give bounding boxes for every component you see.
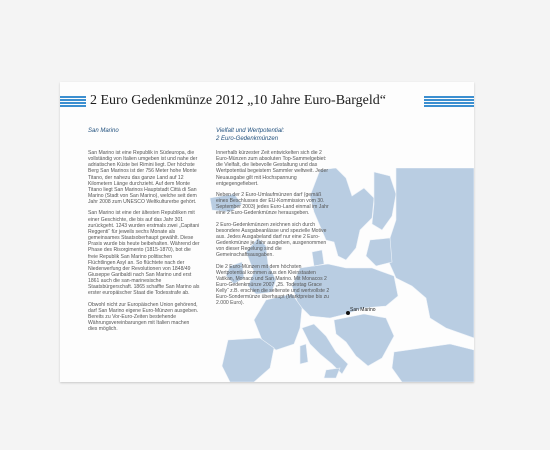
decor-stripe-left <box>60 96 86 107</box>
paragraph: Neben der 2 Euro-Umlaufmünzen darf (gemäß eines Beschlusses der EU-Kommission vom 30. September 2003) jedes Euro-Land einmal im Jahr eine 2 Euro-Gedenkmünze herausgeben. <box>216 191 329 217</box>
page-title: 2 Euro Gedenkmünze 2012 „10 Jahre Euro-Bargeld“ <box>90 93 386 108</box>
right-heading-line1: Vielfalt und Wertpotential: <box>216 128 285 134</box>
left-section-heading: San Marino <box>88 128 119 134</box>
paragraph: Die 2 Euro-Münzen mit dem höchsten Wertpotential kommen aus den Kleinstaaten Vatikan, Monaco und San Marino. Mit Monacos 2 Euro-Gedenkmünze 2007 „25. Todestag Grace Kelly“ z.B. erschien die seltenste und wertvollste 2 Euro-Sondermünze überhaupt (Marktpreise bis zu 2.000 Euro). <box>216 263 330 307</box>
info-card <box>60 82 474 382</box>
left-text-column <box>88 150 200 337</box>
paragraph: San Marino ist eine der ältesten Republiken mit einer Geschichte, die bis auf das Jahr 301 zurückgeht. 1243 wurden erstmals zwei „Capitani Reggenti“ für jeweils sechs Monate als gemeinsames Staatsoberhaupt gewählt. Diese Praxis wurde bis heute beibehalten. Während der Phase des Risorgimento (1815-1870), bot die freie Republik San Marino politischen Flüchtlingen Asyl an. So flüchtete nach der Niederwerfung der Revolutionen von 1848/49 Giuseppe Garibaldi nach San Marino und erst 1861 auch die san-marinesische Staatsbürgerschaft. 1865 schaffte San Marino als erster europäischer Staat die Todesstrafe ab. <box>88 210 200 297</box>
decor-stripe-right <box>424 96 474 107</box>
map-marker-label: San Marino <box>350 307 376 313</box>
right-text-column <box>216 150 332 312</box>
paragraph: Innerhalb kürzester Zeit entwickelten sich die 2 Euro-Münzen zum absoluten Top-Sammelgebiet: die Vielfalt, die liebevolle Gestaltung und das Wertpotential begeistern Sammler weltweit. Jeder Neuausgabe gilt mit Hochspannung entgegengefiebert. <box>216 150 329 187</box>
right-section-heading <box>216 128 284 143</box>
paragraph: Obwohl nicht zur Europäischen Union gehörend, darf San Marino eigene Euro-Münzen ausgeben. Bereits zu Vor-Euro-Zeiten bestehende Währungsvereinbarungen mit Italien machen dies möglich. <box>88 301 199 333</box>
right-heading-line2: 2 Euro-Gedenkmünzen <box>216 135 279 142</box>
paragraph: San Marino ist eine Republik in Südeuropa, die vollständig von Italien umgeben ist und nahe der adriatischen Küste bei Rimini liegt. Der höchste Berg San Marinos ist der 756 Meter hohe Monte Titano, der nahezu das ganze Land auf 12 Kilometern Länge durchzieht. Auf dem Monte Titano liegt San Marinos Hauptstadt Città di San Marino (Stadt von San Marino), welche seit dem Jahr 2008 zum UNESCO Weltkulturerbe gehört. <box>88 150 198 206</box>
paragraph: 2 Euro-Gedenkmünzen zeichnen sich durch besondere Ausgabeanlässe und spezielle Motive aus. Jedes Ausgabeland darf nur eine 2 Euro-Gedenkmünze je Jahr ausgeben, ausgenommen von dieser Regelung sind die Gemeinschaftsausgaben. <box>216 221 327 259</box>
